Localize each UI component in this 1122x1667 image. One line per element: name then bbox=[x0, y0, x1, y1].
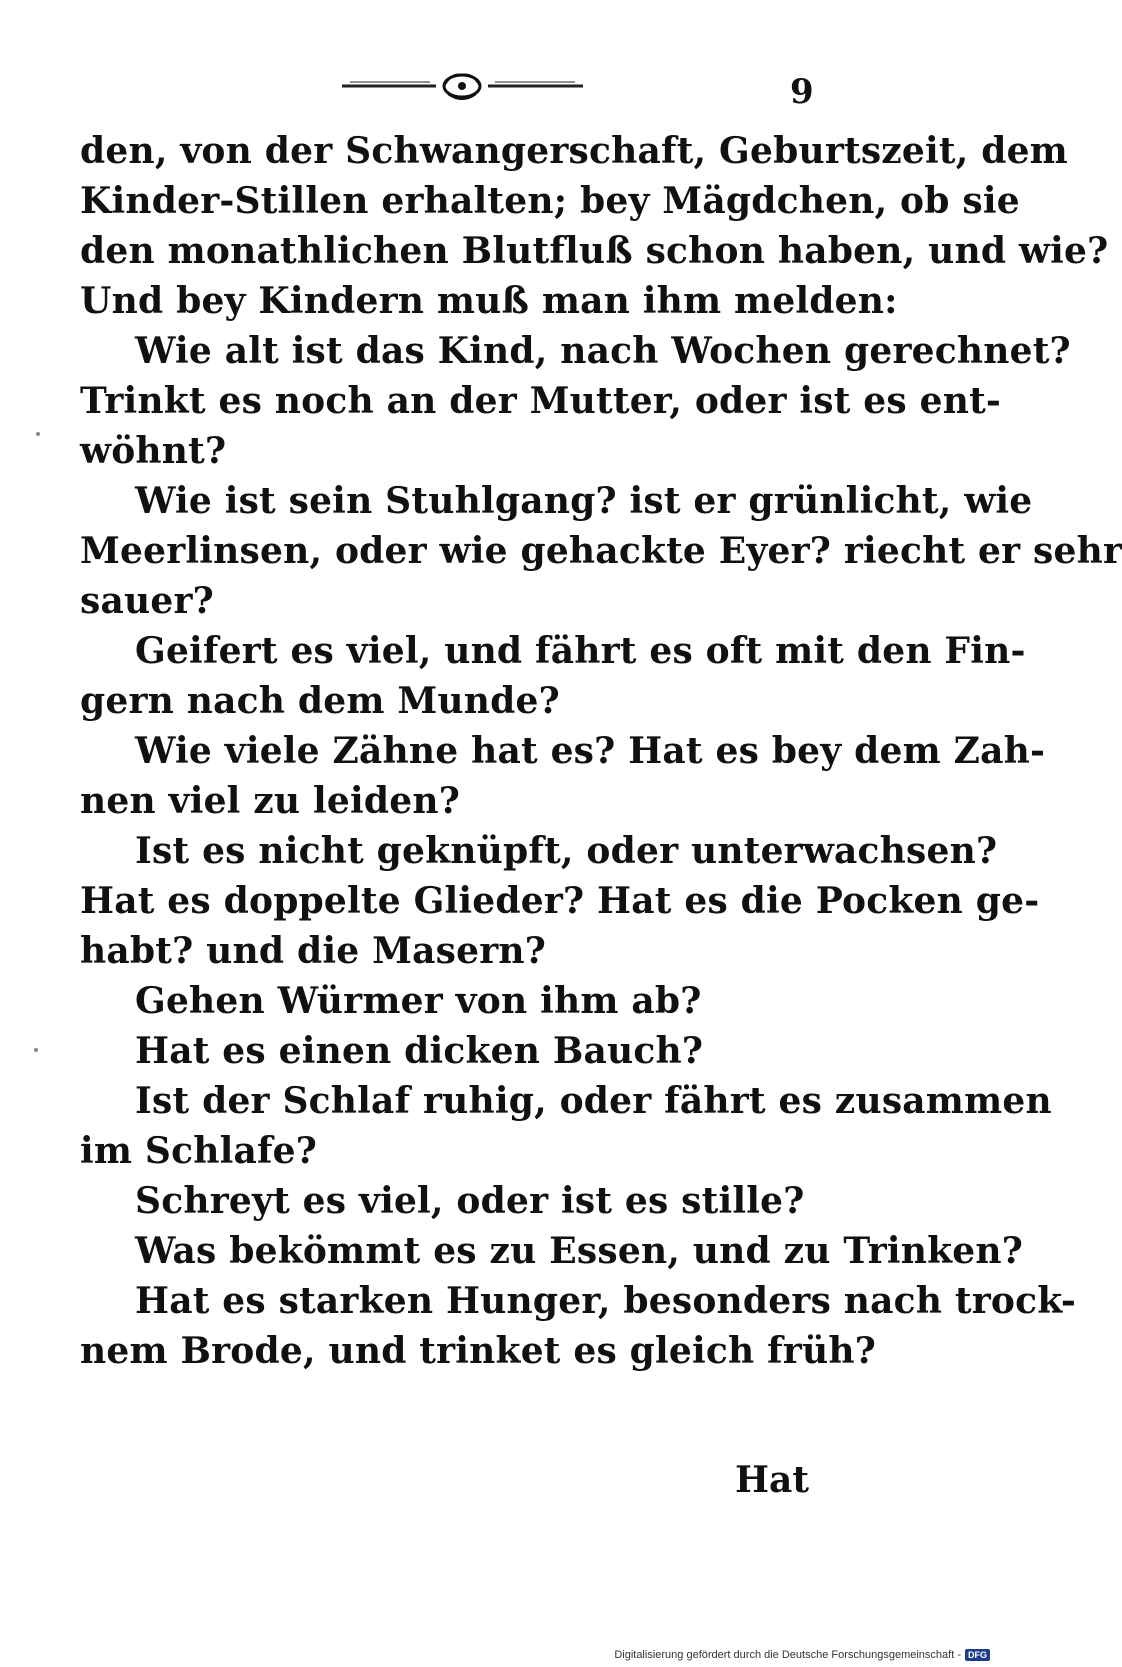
text-line: Meerlinsen, oder wie gehackte Eyer? riecht er sehr bbox=[80, 530, 1122, 572]
text-line: Was bekömmt es zu Essen, und zu Trinken? bbox=[135, 1230, 1024, 1272]
text-line: Hat es einen dicken Bauch? bbox=[135, 1030, 704, 1072]
text-line: Gehen Würmer von ihm ab? bbox=[135, 980, 702, 1022]
text-line: nen viel zu leiden? bbox=[80, 780, 461, 822]
scan-speck bbox=[36, 432, 40, 436]
text-line: Wie alt ist das Kind, nach Wochen gerechnet? bbox=[135, 330, 1071, 372]
text-line: Wie ist sein Stuhlgang? ist er grünlicht, wie bbox=[135, 480, 1033, 522]
text-line: Hat es starken Hunger, besonders nach trock- bbox=[135, 1280, 1077, 1322]
page-number: 9 bbox=[790, 72, 814, 112]
scan-speck bbox=[34, 1048, 38, 1052]
digitization-credit bbox=[614, 1649, 990, 1661]
text-line: sauer? bbox=[80, 580, 214, 622]
text-line: Geifert es viel, und fährt es oft mit den Fin- bbox=[135, 630, 1026, 672]
text-line: gern nach dem Munde? bbox=[80, 680, 560, 722]
header-ornament bbox=[340, 66, 585, 106]
text-line: Schreyt es viel, oder ist es stille? bbox=[135, 1180, 805, 1222]
text-line: wöhnt? bbox=[80, 430, 227, 472]
text-line: Trinkt es noch an der Mutter, oder ist es ent- bbox=[80, 380, 1002, 422]
text-line: nem Brode, und trinket es gleich früh? bbox=[80, 1330, 877, 1372]
text-line: Ist es nicht geknüpft, oder unterwachsen? bbox=[135, 830, 998, 872]
text-line: Wie viele Zähne hat es? Hat es bey dem Zah- bbox=[135, 730, 1046, 772]
text-line: Ist der Schlaf ruhig, oder fährt es zusammen bbox=[135, 1080, 1052, 1122]
text-line: habt? und die Masern? bbox=[80, 930, 547, 972]
credit-text: Digitalisierung gefördert durch die Deutsche Forschungsgemeinschaft - bbox=[614, 1649, 961, 1661]
text-line: den monathlichen Blutfluß schon haben, und wie? bbox=[80, 230, 1109, 272]
text-line: den, von der Schwangerschaft, Geburtszeit, dem bbox=[80, 130, 1068, 172]
dfg-logo: DFG bbox=[965, 1649, 990, 1661]
text-line: Kinder-Stillen erhalten; bey Mägdchen, ob sie bbox=[80, 180, 1020, 222]
catchword: Hat bbox=[735, 1459, 809, 1501]
text-line: Hat es doppelte Glieder? Hat es die Pocken ge- bbox=[80, 880, 1040, 922]
text-line: Und bey Kindern muß man ihm melden: bbox=[80, 280, 898, 322]
text-line: im Schlafe? bbox=[80, 1130, 318, 1172]
